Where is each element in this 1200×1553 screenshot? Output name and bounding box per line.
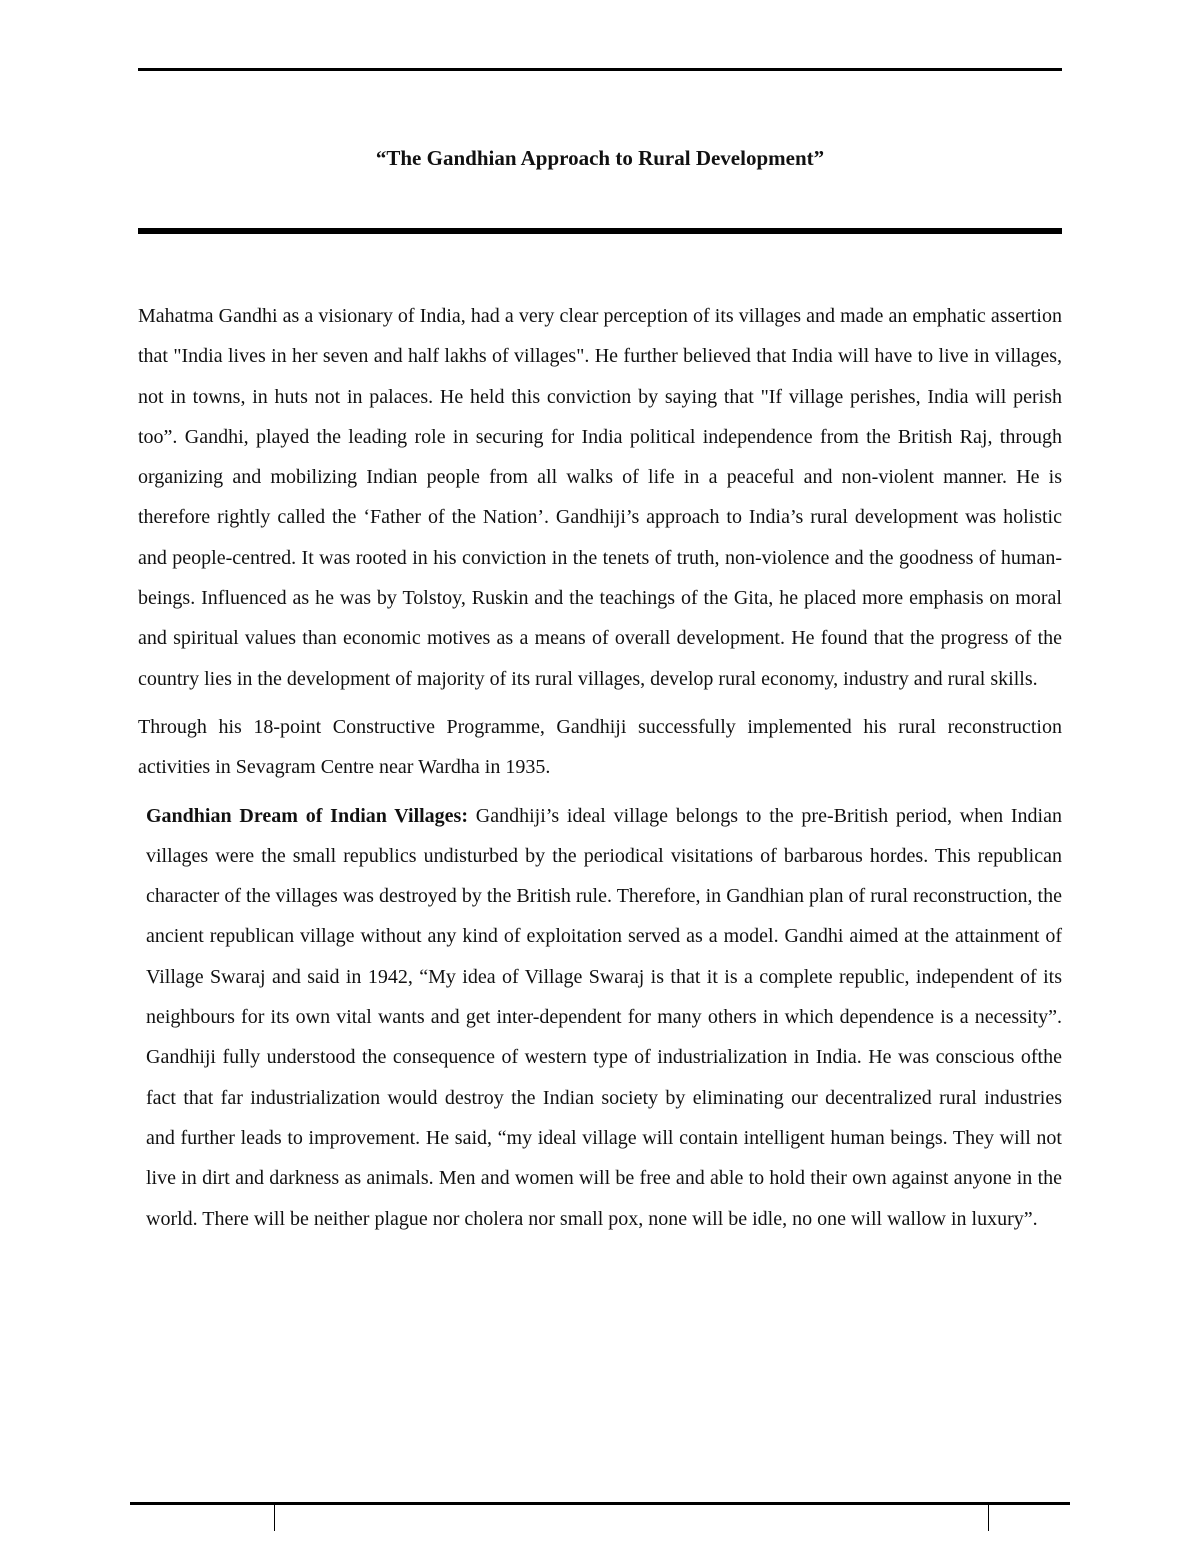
document-title: “The Gandhian Approach to Rural Development” — [375, 146, 825, 170]
paragraph-text: Mahatma Gandhi as a visionary of India, had a very clear perception of its villages and made an emphatic assertion that "India lives in her seven and half lakhs of villages". He further believed that India will have to live in villages, not in towns, in huts not in palaces. He held this conviction by saying that "If village perishes, India will perish too”. Gandhi, played the leading role in securing for India political independence from the British Raj, through organizing and mobilizing Indian people from all walks of life in a peaceful and non-violent manner. He is therefore rightly called the ‘Father of the Nation’. Gandhiji’s approach to India’s rural development was holistic and people-centred. It was rooted in his conviction in the tenets of truth, non-violence and the goodness of human-beings. Influenced as he was by Tolstoy, Ruskin and the teachings of the Gita, he placed more emphasis on moral and spiritual values than economic motives as a means of overall development. He found that the progress of the country lies in the development of majority of its rural villages, develop rural economy, industry and rural skills. — [138, 305, 1062, 690]
paragraph-heading: Gandhian Dream of Indian Villages: — [146, 804, 468, 827]
paragraph-text: Through his 18-point Constructive Programme, Gandhiji successfully implemented his rural reconstruction activities in Sevagram Centre near Wardha in 1935. — [138, 715, 1062, 779]
paragraph-gandhian-dream — [138, 796, 1062, 1239]
footer-divider-left — [274, 1505, 275, 1531]
footer-divider-right — [988, 1505, 989, 1531]
header-rule — [138, 68, 1062, 71]
title-underline-rule — [138, 228, 1062, 234]
paragraph-constructive-programme — [138, 707, 1062, 788]
paragraph-text: Gandhiji’s ideal village belongs to the pre-British period, when Indian villages were the small republics undisturbed by the periodical visitations of barbarous hordes. This republican character of the villages was destroyed by the British rule. Therefore, in Gandhian plan of rural reconstruction, the ancient republican village without any kind of exploitation served as a model. Gandhi aimed at the attainment of Village Swaraj and said in 1942, “My idea of Village Swaraj is that it is a complete republic, independent of its neighbours for its own vital wants and get inter-dependent for many others in which dependence is a necessity”. Gandhiji fully understood the consequence of western type of industrialization in India. He was conscious ofthe fact that far industrialization would destroy the Indian society by eliminating our decentralized rural industries and further leads to improvement. He said, “my ideal village will contain intelligent human beings. They will not live in dirt and darkness as animals. Men and women will be free and able to hold their own against anyone in the world. There will be neither plague nor cholera nor small pox, none will be idle, no one will wallow in luxury”. — [146, 804, 1062, 1230]
document-body — [138, 296, 1062, 1247]
footer-rule — [130, 1502, 1070, 1505]
paragraph-intro — [138, 296, 1062, 699]
